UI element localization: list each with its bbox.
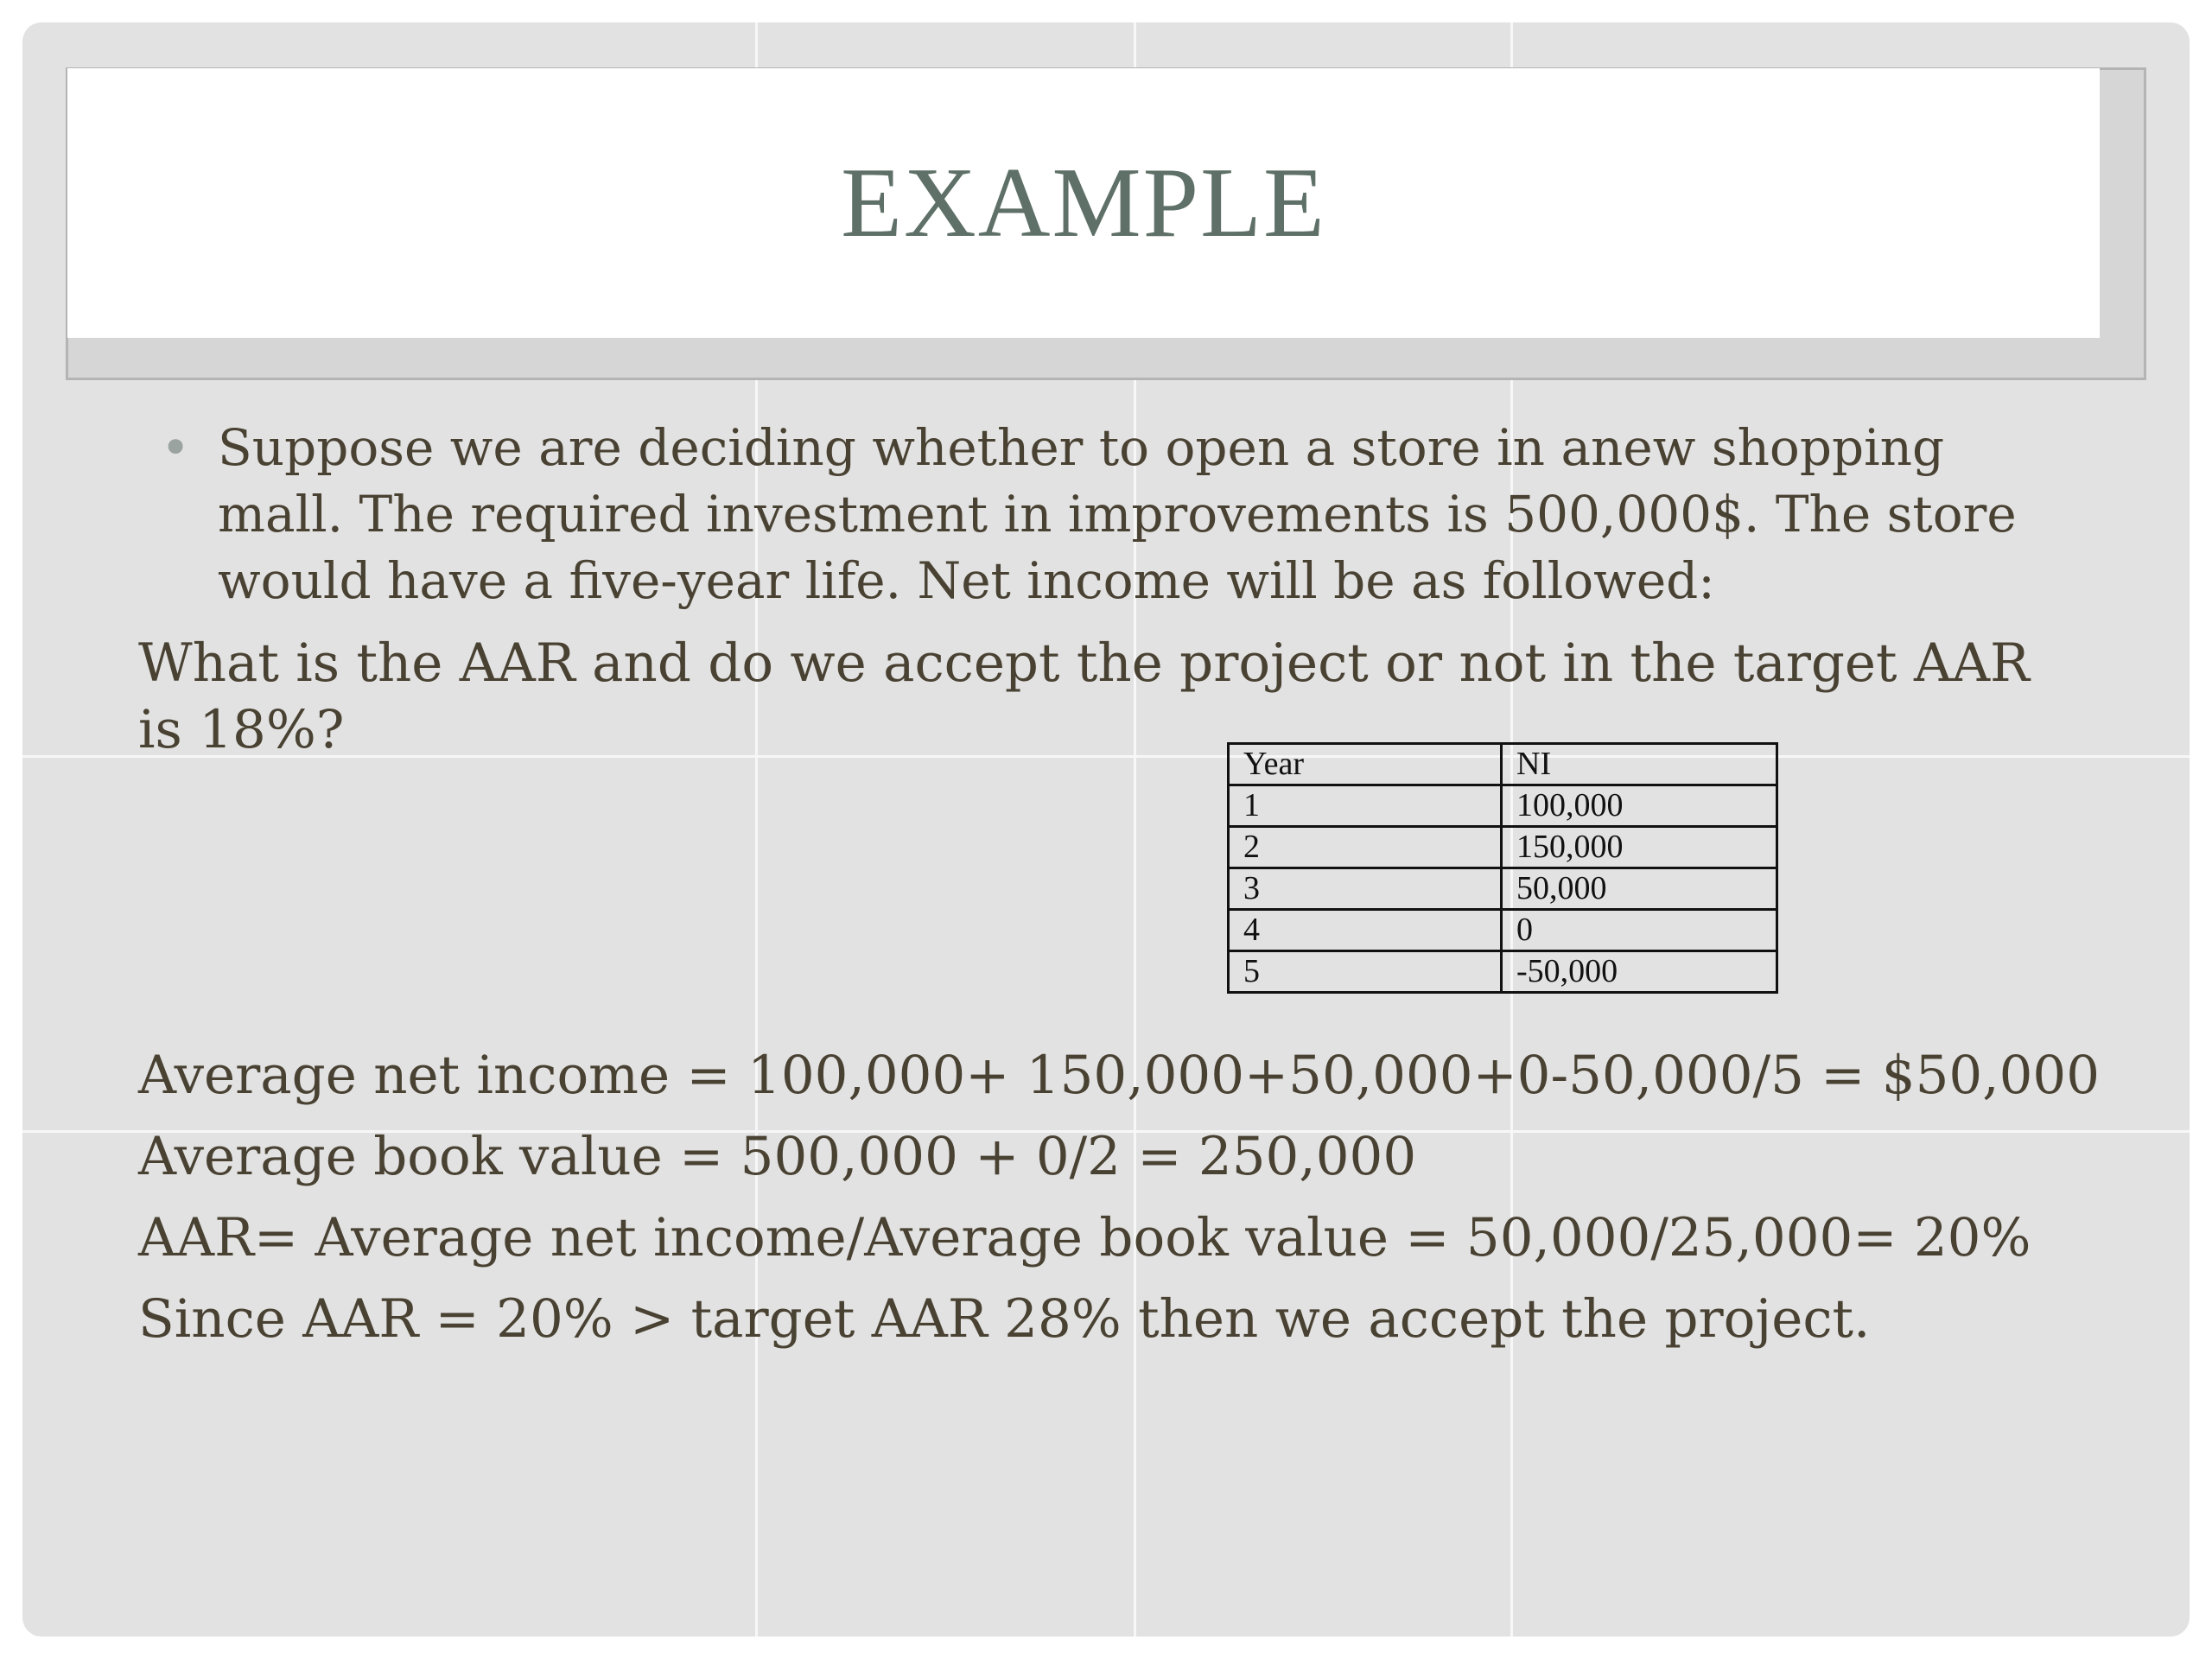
body-content	[138, 415, 2074, 763]
table-row	[1229, 951, 1777, 993]
table-cell-year: 5	[1229, 951, 1502, 993]
bullet-icon: •	[161, 418, 191, 477]
table-row	[1229, 910, 1777, 951]
table-row	[1229, 868, 1777, 910]
table-cell-ni: 150,000	[1502, 827, 1777, 868]
table-cell-ni: 100,000	[1502, 785, 1777, 827]
table-cell-ni: -50,000	[1502, 951, 1777, 993]
net-income-table	[1227, 742, 1778, 994]
bullet-item	[138, 415, 2074, 614]
question-text: What is the AAR and do we accept the project or not in the target AAR is 18%?	[138, 632, 2030, 760]
conclusion-line: Since AAR = 20% > target AAR 28% then we accept the project.	[138, 1288, 1871, 1350]
average-net-income-line: Average net income = 100,000+ 150,000+50,000+0-50,000/5 = $50,000	[138, 1045, 2101, 1106]
table-cell-year: 4	[1229, 910, 1502, 951]
table-header-year: Year	[1229, 744, 1502, 785]
table-cell-year: 3	[1229, 868, 1502, 910]
aar-formula-line: AAR= Average net income/Average book value = 50,000/25,000= 20%	[138, 1207, 2031, 1268]
table-cell-year: 1	[1229, 785, 1502, 827]
title-box	[67, 68, 2100, 338]
calculation-block	[138, 1035, 2126, 1360]
table-cell-ni: 0	[1502, 910, 1777, 951]
average-book-value-line: Average book value = 500,000 + 0/2 = 250,000	[138, 1126, 1417, 1187]
slide-title: EXAMPLE	[841, 147, 1326, 258]
table-row	[1229, 827, 1777, 868]
table-header-ni: NI	[1502, 744, 1777, 785]
table-cell-year: 2	[1229, 827, 1502, 868]
table-cell-ni: 50,000	[1502, 868, 1777, 910]
bullet-text: Suppose we are deciding whether to open a store in anew shopping mall. The required investment in improvements is 500,000$. The store would have a five-year life. Net income will be as followed:	[218, 418, 2017, 610]
table-header-row	[1229, 744, 1777, 785]
table-row	[1229, 785, 1777, 827]
